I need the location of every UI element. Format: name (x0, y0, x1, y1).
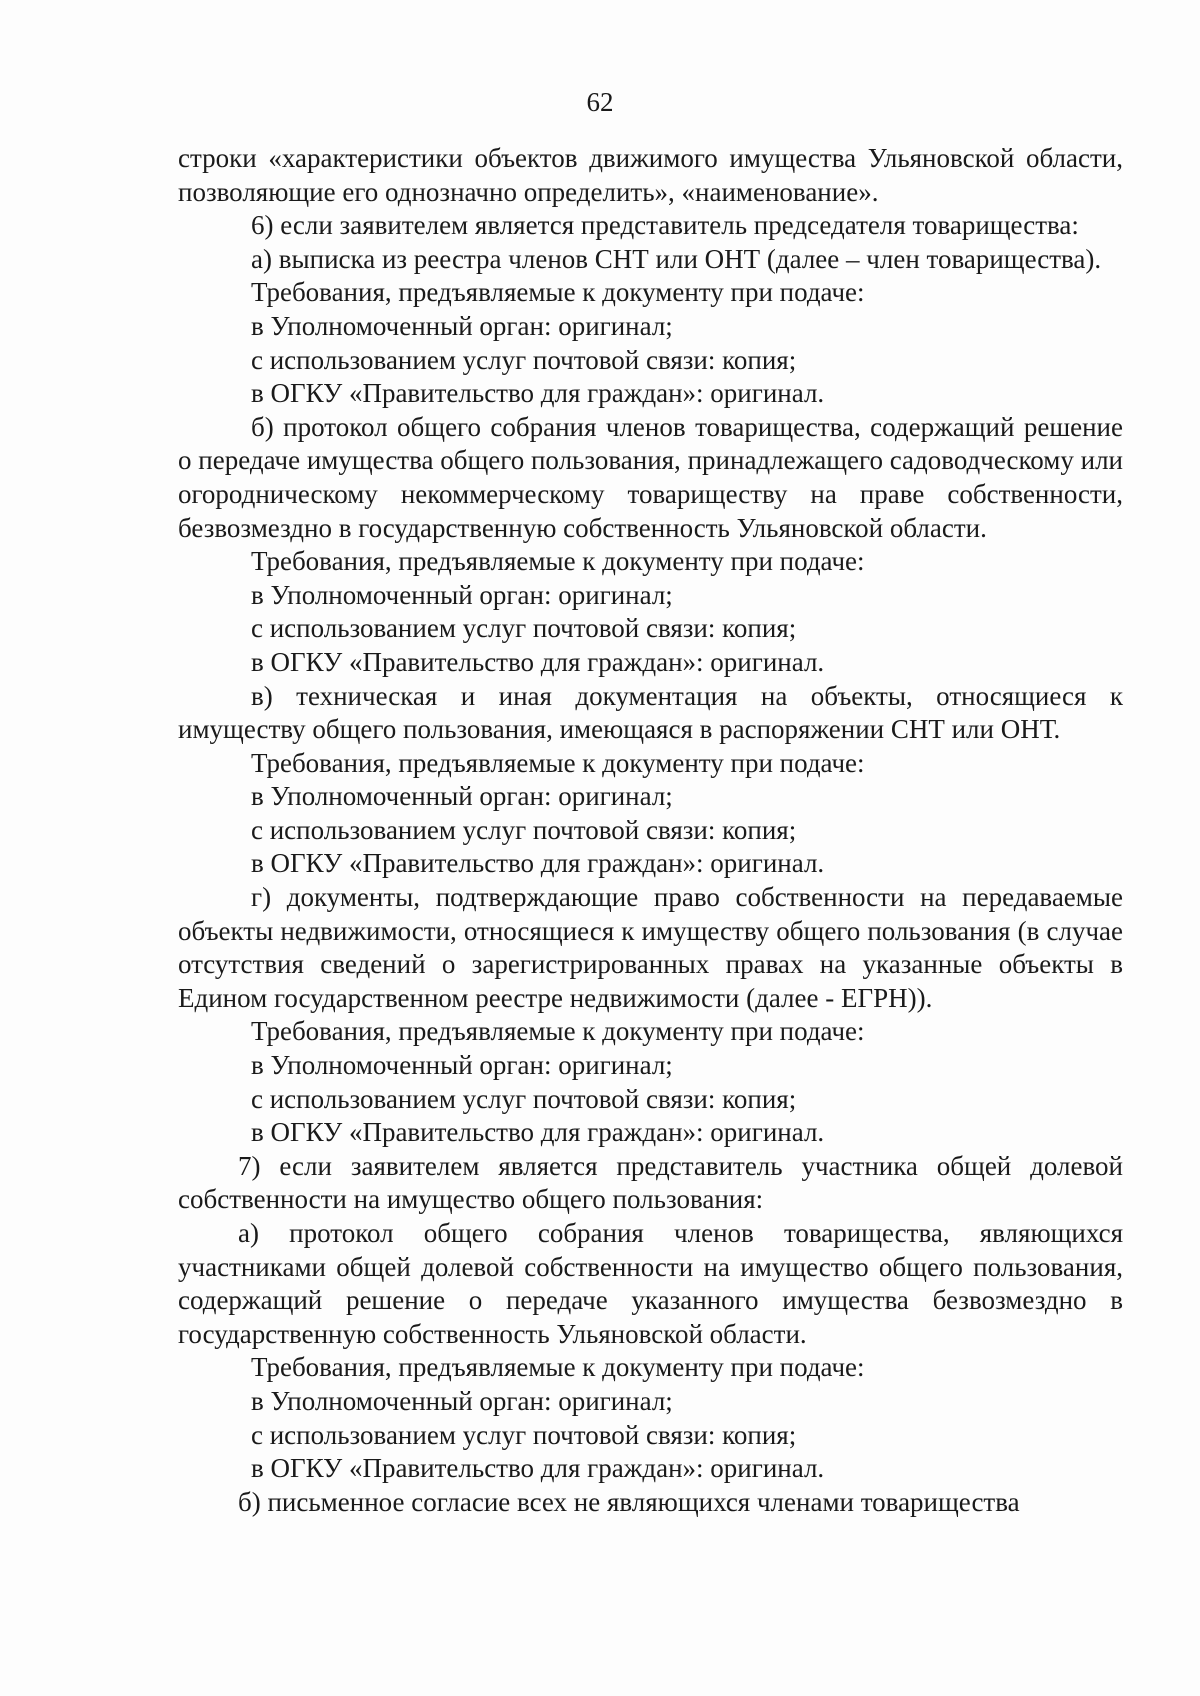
paragraph: строки «характеристики объектов движимого имущества Ульяновской области, позволяющие его однозначно определить», «наименование». (178, 143, 1123, 207)
paragraph: с использованием услуг почтовой связи: копия; (251, 1083, 797, 1114)
paragraph: Требования, предъявляемые к документу при подаче: (251, 546, 865, 577)
paragraph: Требования, предъявляемые к документу при подаче: (251, 277, 865, 308)
document-body (178, 142, 1123, 1519)
paragraph: в ОГКУ «Правительство для граждан»: оригинал. (251, 646, 825, 677)
paragraph: а) протокол общего собрания членов товарищества, являющихся участниками общей долевой собственности на имущество общего пользования, содержащий решение о передаче указанного имущества безвозмездно в государственную собственность Ульяновской области. (178, 1218, 1123, 1349)
paragraph: 6) если заявителем является представитель председателя товарищества: (251, 210, 1079, 241)
paragraph: Требования, предъявляемые к документу при подаче: (251, 747, 865, 778)
page-number: 62 (586, 87, 614, 117)
paragraph: в Уполномоченный орган: оригинал; (251, 310, 673, 341)
paragraph: в) техническая и иная документация на объекты, относящиеся к имуществу общего пользования, имеющаяся в распоряжении СНТ или ОНТ. (178, 680, 1123, 745)
paragraph: с использованием услуг почтовой связи: копия; (251, 344, 797, 375)
paragraph: в ОГКУ «Правительство для граждан»: оригинал. (251, 378, 825, 409)
paragraph: в Уполномоченный орган: оригинал; (251, 781, 673, 812)
paragraph: в ОГКУ «Правительство для граждан»: оригинал. (251, 1453, 825, 1484)
paragraph: а) выписка из реестра членов СНТ или ОНТ (далее – член товарищества). (251, 243, 1102, 274)
paragraph: в ОГКУ «Правительство для граждан»: оригинал. (251, 1117, 825, 1148)
paragraph: с использованием услуг почтовой связи: копия; (251, 814, 797, 845)
paragraph: б) протокол общего собрания членов товарищества, содержащий решение о передаче имущества общего пользования, принадлежащего садоводческому или огородническому некоммерческому товариществу на праве собственности, безвозмездно в государственную собственность Ульяновской области. (178, 411, 1123, 543)
paragraph: г) документы, подтверждающие право собственности на передаваемые объекты недвижимости, относящиеся к имуществу общего пользования (в случае отсутствия сведений о зарегистрированных правах на указанные объекты в Едином государственном реестре недвижимости (далее - ЕГРН)). (178, 882, 1123, 1013)
paragraph: б) письменное согласие всех не являющихся членами товарищества (238, 1486, 1020, 1517)
paragraph: Требования, предъявляемые к документу при подаче: (251, 1352, 865, 1383)
paragraph: в ОГКУ «Правительство для граждан»: оригинал. (251, 848, 825, 879)
paragraph: с использованием услуг почтовой связи: копия; (251, 1419, 797, 1450)
paragraph: Требования, предъявляемые к документу при подаче: (251, 1016, 865, 1047)
paragraph: 7) если заявителем является представитель участника общей долевой собственности на имущество общего пользования: (178, 1150, 1123, 1215)
paragraph: в Уполномоченный орган: оригинал; (251, 1050, 673, 1081)
paragraph: в Уполномоченный орган: оригинал; (251, 579, 673, 610)
paragraph: с использованием услуг почтовой связи: копия; (251, 613, 797, 644)
paragraph: в Уполномоченный орган: оригинал; (251, 1385, 673, 1416)
